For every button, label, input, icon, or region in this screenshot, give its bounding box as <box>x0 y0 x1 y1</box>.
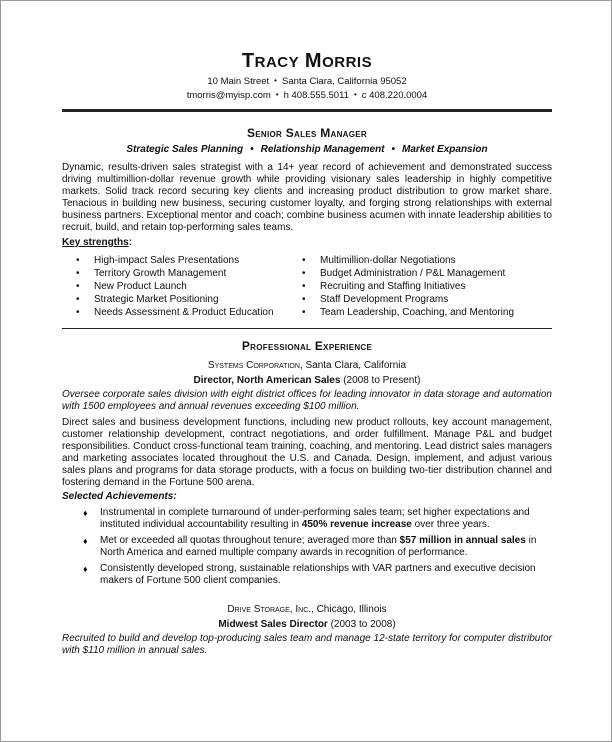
bullet-separator: • <box>353 90 357 99</box>
company-name: Systems Corporation <box>207 360 300 371</box>
company-line <box>62 603 552 616</box>
email[interactable]: tmorris@myisp.com <box>186 90 271 101</box>
list-item <box>62 563 552 587</box>
list-item: • Territory Growth Management <box>62 267 288 280</box>
strengths-column-right <box>288 254 538 319</box>
key-strengths-colon: : <box>128 237 133 248</box>
list-item: • High-impact Sales Presentations <box>62 254 288 267</box>
achievement-text: Met or exceeded all quotas throughout tenure; averaged more than <box>100 535 400 546</box>
list-item: • New Product Launch <box>62 280 288 293</box>
list-item: • Multimillion-dollar Negotiations <box>288 254 538 267</box>
tagline-item: Relationship Management <box>260 144 385 155</box>
job-overview: Oversee corporate sales division with eight district offices for leading innovator in data storage and automation with 1500 employees and annual revenues exceeding $100 million. <box>62 389 552 412</box>
company-location: , Chicago, Illinois <box>311 604 387 615</box>
list-item: • Staff Development Programs <box>288 293 538 306</box>
header-rule <box>62 109 552 112</box>
key-strengths-list <box>62 254 552 319</box>
achievements-list <box>62 507 552 587</box>
list-item: • Recruiting and Staffing Initiatives <box>288 280 538 293</box>
job-dates: (2008 to Present) <box>340 375 421 386</box>
achievement-highlight: 450% revenue increase <box>301 519 412 530</box>
bullet-separator: • <box>275 90 279 99</box>
experience-title: Professional Experience <box>241 339 373 353</box>
job-details: Direct sales and business development functions, including new product rollouts, key account management, customer relationship development, contract negotiations, and order fulfillment. Manage P&L and budget responsibilities. Conduct cross-functional team training, coaching, and mentoring. Lead district sales managers and marketing associates located throughout the U.S. and Canada. Design, implement, and adjust various sales plans and programs for data storage products, with a focus on building two-tier distribution channel and fostering demand in the Fortune 500 arena. <box>62 417 552 488</box>
tagline-item: Market Expansion <box>402 144 488 155</box>
job-title: Midwest Sales Director <box>218 619 328 630</box>
home-phone: h 408.555.5011 <box>283 90 349 101</box>
key-strengths-heading <box>62 237 552 249</box>
name-rest-first: RACY <box>254 54 300 71</box>
achievement-text: Instrumental in complete turnaround of under-performing sales team; set higher expectations and instituted individual accountability resulting in <box>100 507 530 530</box>
achievement-text: Consistently developed strong, sustainable relationships with VAR partners and executive decision makers of Fortune 500 client companies. <box>100 563 536 586</box>
key-strengths-label: Key strengths <box>62 237 129 248</box>
achievements-heading: Selected Achievements: <box>62 491 177 502</box>
achievement-text: in North America and earned multiple company awards in recognition of performance. <box>100 535 537 558</box>
job-title-line <box>62 618 552 631</box>
job-title: Director, North American Sales <box>193 375 341 386</box>
tagline <box>62 144 552 155</box>
candidate-name <box>62 50 552 73</box>
address-line <box>62 75 552 89</box>
summary-paragraph: Dynamic, results-driven sales strategist with a 14+ year record of achievement and demonstrated success driving multimillion-dollar revenue growth while providing visionary sales leadership in highly competitive markets. Solid track record securing key clients and increasing product distribution to grow market share. Tenacious in building new business, securing customer loyalty, and forging strong relationships with external business partners. Exceptional mentor and coach; combine business acumen with innate leadership abilities to recruit, build, and retain top-performing sales teams. <box>62 162 552 233</box>
job-title-line <box>62 374 552 387</box>
bullet-separator: • <box>250 144 254 155</box>
bullet-separator: • <box>391 144 396 155</box>
achievement-highlight: $57 million in annual sales <box>399 535 526 546</box>
bullet-separator: • <box>274 76 277 85</box>
resume-page <box>62 0 552 657</box>
street-address: 10 Main Street <box>207 76 270 87</box>
list-item: • Strategic Market Positioning <box>62 293 288 306</box>
tagline-item: Strategic Sales Planning <box>126 144 244 155</box>
job-overview: Recruited to build and develop top-producing sales team and manage 12-state territory for computer distributor with $110 million in annual sales. <box>62 633 552 656</box>
job-dates: (2003 to 2008) <box>327 619 396 630</box>
name-initial-first: T <box>241 50 255 72</box>
summary-title: Senior Sales Manager <box>246 126 367 140</box>
city-state-zip: Santa Clara, California 95052 <box>281 76 407 87</box>
list-item: • Team Leadership, Coaching, and Mentoring <box>288 306 538 319</box>
list-item: • Needs Assessment & Product Education <box>62 306 288 319</box>
contact-line <box>62 89 552 103</box>
list-item: • Budget Administration / P&L Management <box>288 267 538 280</box>
name-rest-last: ORRIS <box>322 54 373 71</box>
list-item <box>62 535 552 559</box>
section-rule <box>62 328 552 329</box>
company-location: , Santa Clara, California <box>299 360 407 371</box>
name-initial-last: M <box>304 50 323 72</box>
list-item <box>62 507 552 531</box>
achievement-text: over three years. <box>411 519 490 530</box>
company-name: Drive Storage, Inc. <box>227 604 312 615</box>
strengths-column-left <box>62 254 288 319</box>
company-line <box>62 359 552 372</box>
cell-phone: c 408.220.0004 <box>361 90 428 101</box>
